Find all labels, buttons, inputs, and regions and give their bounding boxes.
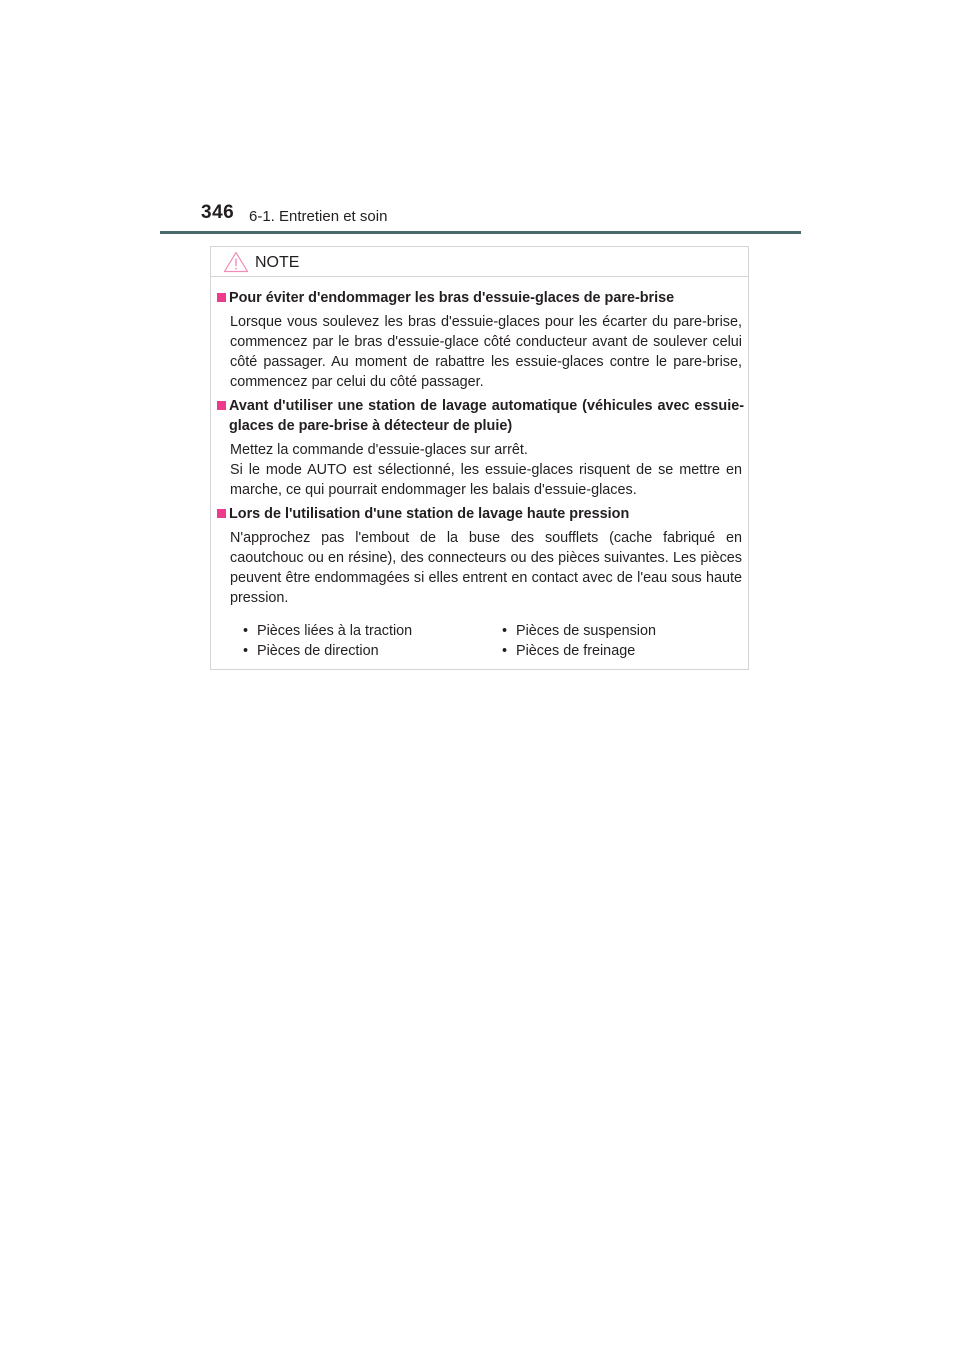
section-title: 6-1. Entretien et soin — [249, 208, 388, 225]
warning-triangle-icon — [223, 251, 249, 273]
part-item — [243, 641, 412, 661]
bullet-dot-icon: • — [243, 643, 249, 659]
parts-column-left — [243, 621, 412, 661]
note-item-title-text: Lors de l'utilisation d'une station de lavage haute pression — [229, 506, 630, 522]
page-header — [0, 0, 960, 240]
note-item-title-text: Avant d'utiliser une station de lavage automatique (véhicules avec essuie-glaces de pare-brise à détecteur de pluie) — [229, 398, 744, 434]
note-item — [211, 288, 750, 392]
header-rule — [160, 231, 801, 234]
square-bullet-icon — [217, 293, 226, 302]
note-item-paragraph: Si le mode AUTO est sélectionné, les essuie-glaces risquent de se mettre en marche, ce qui pourrait endommager les balais d'essuie-glaces. — [230, 462, 742, 498]
note-item-text — [211, 440, 750, 500]
note-item-text: N'approchez pas l'embout de la buse des soufflets (cache fabriqué en caoutchouc ou en résine), des connecteurs ou des pièces suivantes. Les pièces peuvent être endommagées si elles entrent en contact avec de l'eau sous haute pression. — [230, 530, 742, 606]
note-item-paragraph: Mettez la commande d'essuie-glaces sur arrêt. — [230, 442, 528, 458]
note-item — [211, 504, 750, 661]
note-item — [211, 396, 750, 500]
note-item-text: Lorsque vous soulevez les bras d'essuie-glaces pour les écarter du pare-brise, commencez par le bras d'essuie-glace côté conducteur avant de soulever celui côté passager. Au moment de rabattre les essuie-glaces contre le pare-brise, commencez par celui du côté passager. — [230, 314, 742, 390]
square-bullet-icon — [217, 509, 226, 518]
bullet-dot-icon: • — [502, 643, 508, 659]
note-item-title — [211, 396, 750, 436]
note-box — [210, 246, 749, 670]
part-label: Pièces liées à la traction — [257, 623, 413, 639]
part-item — [502, 641, 656, 661]
parts-column-right — [502, 621, 656, 661]
part-label: Pièces de freinage — [516, 643, 636, 659]
bullet-dot-icon: • — [243, 623, 249, 639]
note-body — [211, 288, 750, 665]
part-item — [502, 621, 656, 641]
square-bullet-icon — [217, 401, 226, 410]
parts-list — [211, 621, 750, 661]
part-label: Pièces de suspension — [516, 623, 656, 639]
note-label: NOTE — [255, 254, 300, 271]
page-number: 346 — [201, 202, 235, 223]
note-header — [211, 247, 748, 277]
note-item-title-text: Pour éviter d'endommager les bras d'essuie-glaces de pare-brise — [229, 290, 675, 306]
note-item-title — [211, 504, 750, 524]
part-item — [243, 621, 412, 641]
note-item-title — [211, 288, 750, 308]
part-label: Pièces de direction — [257, 643, 379, 659]
bullet-dot-icon: • — [502, 623, 508, 639]
